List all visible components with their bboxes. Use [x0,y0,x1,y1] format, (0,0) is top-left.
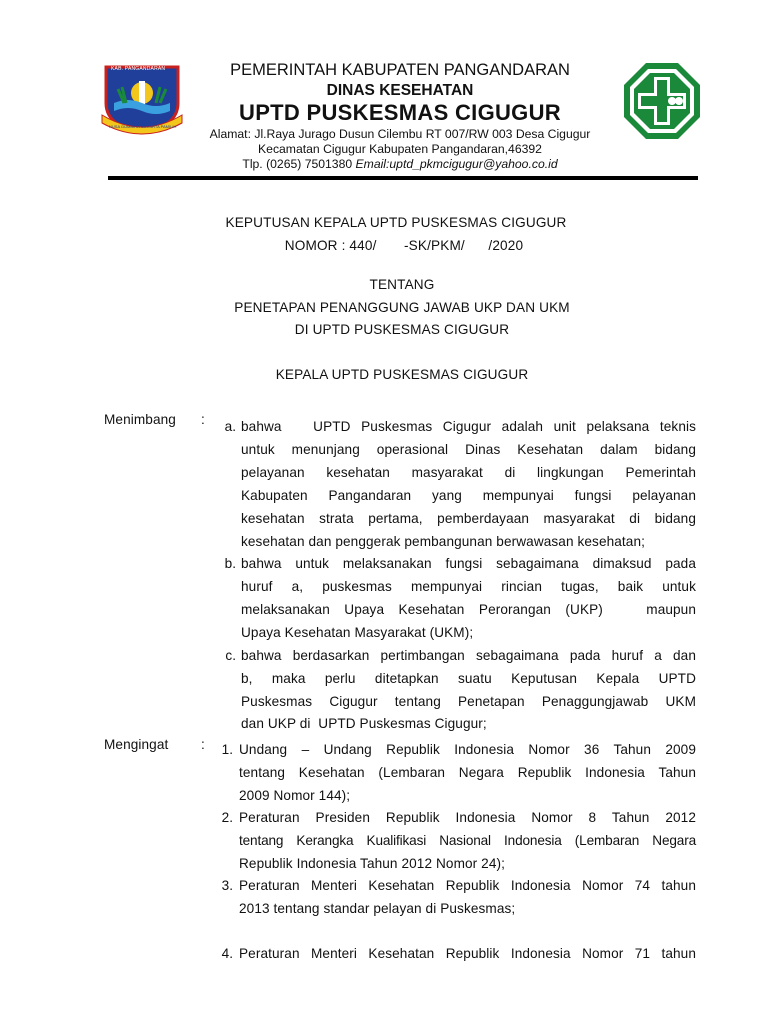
considering-marker-b: b. [224,556,236,571]
list-item-line: kesehatan strata pertama, pemberdayaan masyarakat di bidang [241,511,696,526]
list-item-line: tentang Kesehatan (Lembaran Negara Republik Indonesia Tahun [239,765,696,780]
list-item-line: bahwa untuk melaksanakan fungsi sebagaimana dimaksud pada [241,556,696,571]
list-item-line: huruf a, puskesmas mempunyai rincian tugas, baik untuk [241,579,696,594]
list-item-line: kesehatan dan penggerak pembangunan berwawasan kesehatan; [241,534,645,549]
organization-name: UPTD PUSKESMAS CIGUGUR [239,100,561,125]
list-item-line: pelayanan kesehatan masyarakat di lingkungan Pemerintah [241,465,696,480]
list-item-line: bahwa berdasarkan pertimbangan sebagaimana pada huruf a dan [241,648,696,663]
list-item-line: 2009 Nomor 144); [239,788,351,803]
crest-top-text: KAB. PANGANDARAN [111,66,166,72]
list-item-line: dan UKP di UPTD Puskesmas Cigugur; [241,716,487,731]
decree-about: TENTANG [369,277,435,292]
list-item-line: melaksanakan Upaya Kesehatan Perorangan (UKP) maupun [241,602,696,617]
remembering-marker-2: 2. [221,810,233,825]
department-name: DINAS KESEHATAN [326,82,474,99]
list-item-line: Kabupaten Pangandaran yang mempunyai fungsi pelayanan [241,488,696,503]
letterhead-divider [108,176,698,180]
list-item-line: Peraturan Menteri Kesehatan Republik Indonesia Nomor 74 tahun [239,878,696,893]
email-text: Email:uptd_pkmcigugur@yahoo.co.id [355,157,558,171]
decree-number: NOMOR : 440/ -SK/PKM/ /2020 [284,238,524,253]
address-line-1: Alamat: Jl.Raya Jurago Dusun Cilembu RT 007/RW 003 Desa Cigugur [209,127,591,141]
considering-label: Menimbang [104,412,176,427]
decree-subject-line-1: PENETAPAN PENANGGUNG JAWAB UKP DAN UKM [234,300,570,315]
considering-marker-c: c. [225,648,236,663]
remembering-label: Mengingat [104,737,169,752]
decree-heading: KEPUTUSAN KEPALA UPTD PUSKESMAS CIGUGUR [225,215,567,230]
decree-subject-line-2: DI UPTD PUSKESMAS CIGUGUR [294,322,510,337]
phone-text: Tlp. (0265) 7501380 [242,157,353,171]
list-item-line: Peraturan Menteri Kesehatan Republik Indonesia Nomor 71 tahun [239,946,696,961]
list-item-line: Republik Indonesia Tahun 2012 Nomor 24); [239,856,505,871]
list-item-line: b, maka perlu ditetapkan suatu Keputusan Kepala UPTD [241,671,696,686]
remembering-marker-1: 1. [221,742,233,757]
address-line-2: Kecamatan Cigugur Kabupaten Pangandaran,46392 [258,142,542,156]
list-item-line: bahwa UPTD Puskesmas Cigugur adalah unit pelaksana teknis [241,419,696,434]
list-item-line: Upaya Kesehatan Masyarakat (UKM); [241,625,474,640]
remembering-colon: : [201,737,205,752]
list-item-line: tentang Kerangka Kualifikasi Nasional Indonesia (Lembaran Negara [239,833,696,848]
list-item-line: Undang – Undang Republik Indonesia Nomor 36 Tahun 2009 [239,742,696,757]
considering-colon: : [201,412,205,427]
list-item-line: 2013 tentang standar pelayan di Puskesmas; [239,901,516,916]
government-name: PEMERINTAH KABUPATEN PANGANDARAN [230,61,570,79]
list-item-line: Puskesmas Cigugur tentang Penetapan Penaggungjawab UKM [241,694,696,709]
list-item-line: Peraturan Presiden Republik Indonesia Nomor 8 Tahun 2012 [239,810,696,825]
list-item-line: untuk menunjang operasional Dinas Kesehatan dalam bidang [241,442,696,457]
remembering-marker-3: 3. [221,878,233,893]
contact-line [100,157,700,171]
crest-motto-text: NUSA GUMBIRA MUKARTA PAMILIH [109,124,177,129]
decree-issuer: KEPALA UPTD PUSKESMAS CIGUGUR [275,367,529,382]
remembering-marker-4: 4. [221,946,233,961]
considering-marker-a: a. [224,419,236,434]
